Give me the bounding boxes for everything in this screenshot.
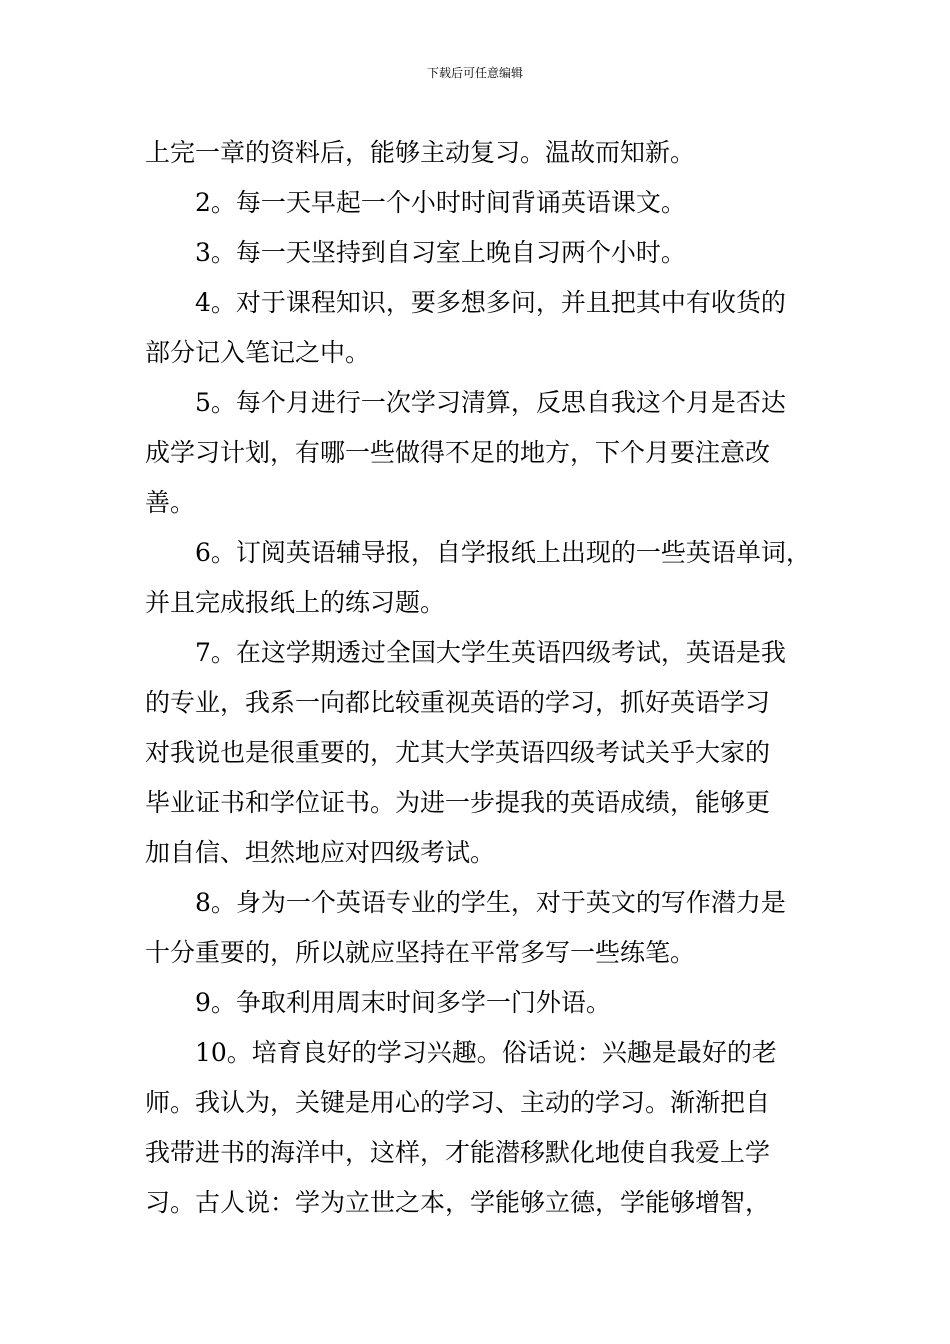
text-line: 8。身为一个英语专业的学生，对于英文的写作潜力是 [195, 888, 786, 917]
text-line: 2。每一天早起一个小时时间背诵英语课文。 [195, 188, 686, 217]
text-line: 成学习计划，有哪一些做得不足的地方，下个月要注意改 [145, 438, 771, 467]
text-line: 9。争取利用周末时间多学一门外语。 [195, 988, 611, 1017]
text-line: 师。我认为，关键是用心的学习、主动的学习。渐渐把自 [145, 1088, 771, 1117]
text-line: 4。对于课程知识，要多想多问，并且把其中有收货的 [195, 288, 786, 317]
text-line: 上完一章的资料后，能够主动复习。温故而知新。 [145, 138, 696, 167]
text-line: 毕业证书和学位证书。为进一步提我的英语成绩，能够更 [145, 788, 771, 817]
page-header: 下载后可任意编辑 [426, 66, 523, 80]
text-line: 的专业，我系一向都比较重视英语的学习，抓好英语学习 [145, 688, 771, 717]
text-line: 习。古人说：学为立世之本，学能够立德，学能够增智， [145, 1188, 771, 1217]
text-line: 3。每一天坚持到自习室上晚自习两个小时。 [195, 238, 686, 267]
text-line: 部分记入笔记之中。 [145, 338, 371, 367]
text-line: 10。培育良好的学习兴趣。俗话说：兴趣是最好的老 [195, 1038, 777, 1067]
text-line: 对我说也是很重要的，尤其大学英语四级考试关乎大家的 [145, 738, 771, 767]
text-line: 5。每个月进行一次学习清算，反思自我这个月是否达 [195, 388, 786, 417]
text-line: 我带进书的海洋中，这样，才能潜移默化地使自我爱上学 [145, 1138, 771, 1167]
text-line: 6。订阅英语辅导报，自学报纸上出现的一些英语单词， [195, 538, 811, 567]
text-line: 善。 [145, 488, 196, 517]
text-line: 十分重要的，所以就应坚持在平常多写一些练笔。 [145, 938, 696, 967]
text-line: 加自信、坦然地应对四级考试。 [145, 838, 496, 867]
document-body [145, 128, 810, 1228]
text-line: 7。在这学期透过全国大学生英语四级考试，英语是我 [195, 638, 786, 667]
text-line: 并且完成报纸上的练习题。 [145, 588, 446, 617]
